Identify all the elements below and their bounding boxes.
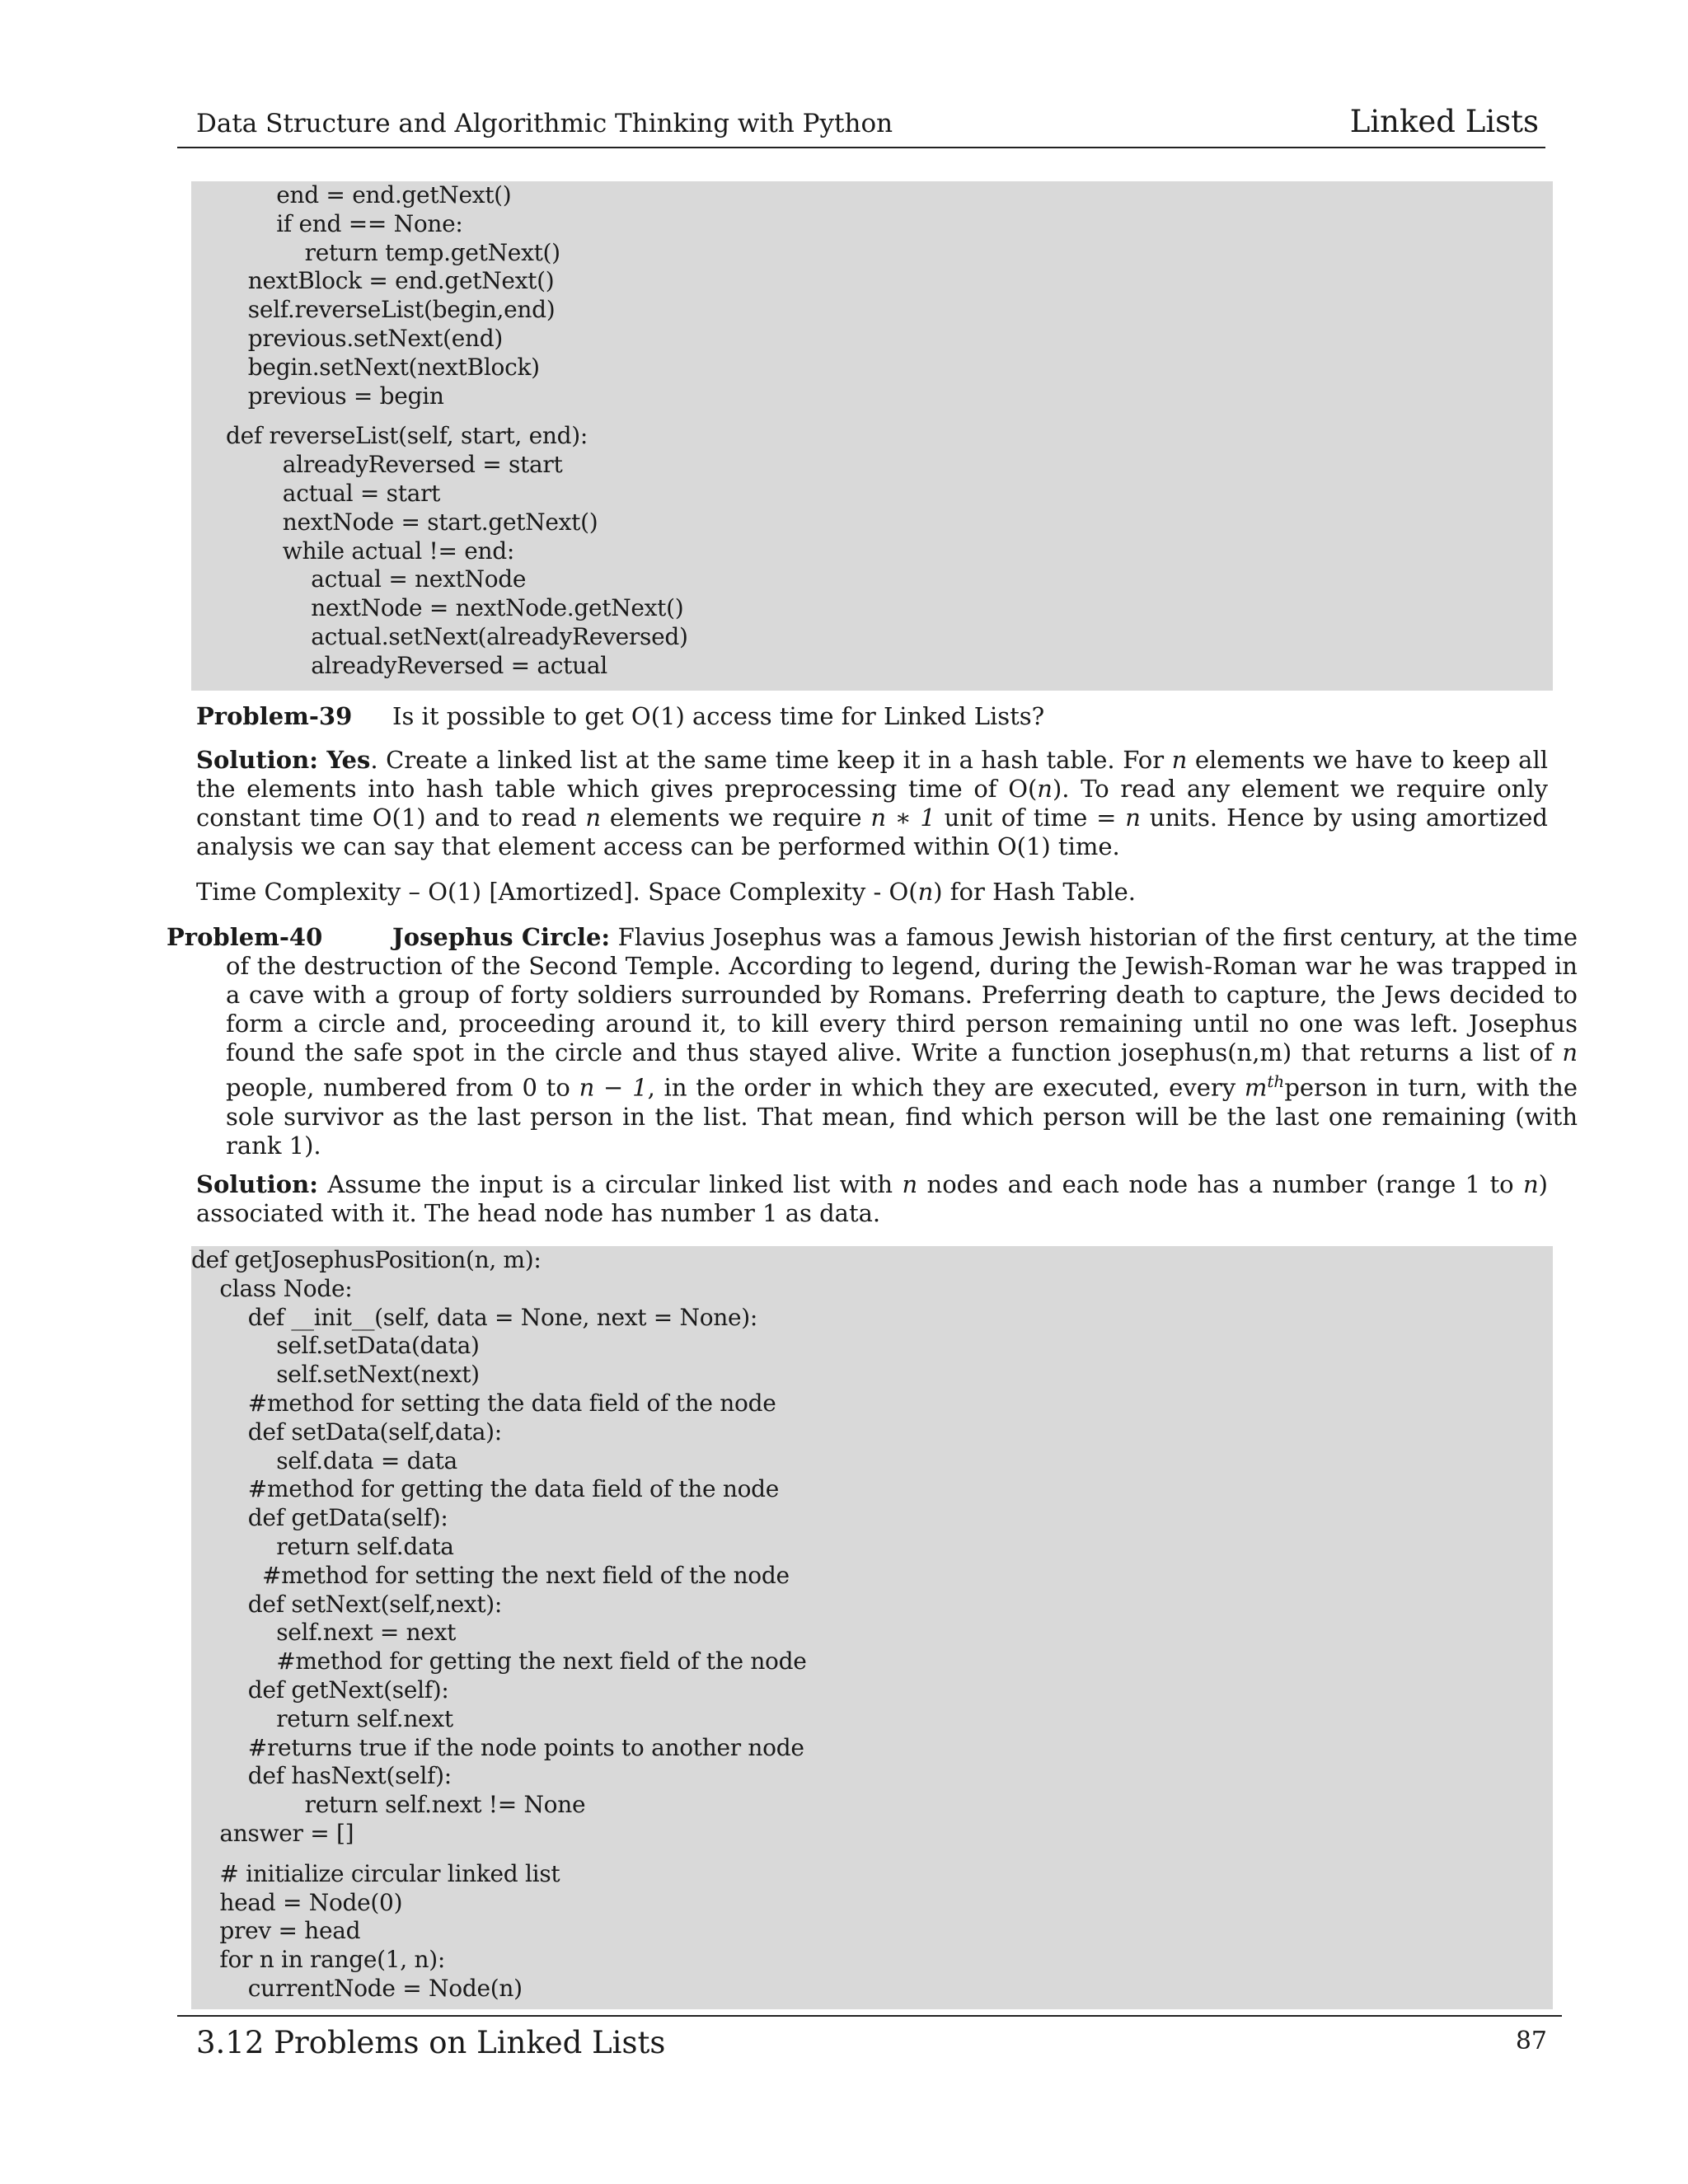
code-block-josephus	[191, 1246, 1553, 2009]
code-line: #returns true if the node points to another node	[191, 1733, 804, 1761]
code-line: head = Node(0)	[191, 1888, 403, 1916]
code-line: self.reverseList(begin,end)	[191, 296, 556, 324]
code-line: if end == None:	[191, 209, 463, 237]
math-n: n	[1171, 746, 1188, 774]
code-line: def hasNext(self):	[191, 1762, 452, 1790]
solution-text: unit of time =	[935, 804, 1126, 832]
code-line: def getData(self):	[191, 1504, 448, 1532]
code-line: self.setData(data)	[191, 1332, 480, 1360]
code-line: begin.setNext(nextBlock)	[191, 353, 540, 381]
problem-text: Flavius Josephus was a famous Jewish historian of the first century, at the time of the destruction of the Second Temple. According to legend, during the Jewish-Roman war he was trapped in a cave with a group of forty soldiers surrounded by Romans. Preferring death to capture, the Jews decided to form a circle and, proceeding around it, to kill every third person remaining until no one was left. Josephus found the safe spot in the circle and thus stayed alive. Write a function josephus(n,m) that returns a list of	[226, 923, 1578, 1066]
code-line: return temp.getNext()	[191, 238, 560, 266]
solution-text: elements we have to keep all the elements into hash table which gives preprocessing time of O(	[196, 746, 1548, 803]
math-n: n	[1522, 1170, 1539, 1198]
code-line: def reverseList(self, start, end):	[226, 422, 588, 450]
math-n: n	[1037, 775, 1053, 803]
code-line: def getNext(self):	[191, 1675, 449, 1704]
code-line: nextNode = start.getNext()	[226, 508, 598, 536]
math-superscript: th	[1267, 1071, 1285, 1091]
code-line: alreadyReversed = start	[226, 451, 563, 479]
math-n: n	[585, 804, 602, 832]
section-title: 3.12 Problems on Linked Lists	[196, 2025, 666, 2060]
code-line: nextNode = nextNode.getNext()	[226, 594, 684, 622]
problem-text: Is it possible to get O(1) access time for Linked Lists?	[392, 702, 1045, 730]
code-line: self.setNext(next)	[191, 1361, 480, 1389]
code-line: nextBlock = end.getNext()	[191, 267, 555, 295]
complexity-text: Time Complexity – O(1) [Amortized]. Space Complexity - O(	[196, 878, 918, 906]
math-n: n	[1125, 804, 1141, 832]
code-line: def getJosephusPosition(n, m):	[191, 1246, 542, 1273]
solution-text: ). To read any element we require only constant time O(1) and to read	[196, 775, 1548, 832]
code-line: answer = []	[191, 1819, 354, 1847]
code-line: self.data = data	[191, 1446, 457, 1474]
solution-text: units. Hence by using amortized analysis we can say that element access can be performed within O(1) time.	[196, 804, 1549, 860]
code-line: def setNext(self,next):	[191, 1590, 503, 1618]
code-line: def setData(self,data):	[191, 1418, 502, 1446]
code-line: def __init__(self, data = None, next = None):	[191, 1303, 758, 1331]
code-line: end = end.getNext()	[191, 181, 512, 209]
solution-text: ) associated with it. The head node has number 1 as data.	[196, 1170, 1548, 1227]
code-line: previous = begin	[191, 382, 444, 410]
page-header	[177, 105, 1545, 148]
solution-text: nodes and each node has a number (range 1 to	[917, 1170, 1523, 1198]
code-line: currentNode = Node(n)	[191, 1974, 523, 2002]
math-expr: n ∗ 1	[870, 804, 935, 832]
problem-label: Problem-40	[166, 923, 323, 951]
math-expr: n − 1	[579, 1073, 648, 1102]
code-block-reverse	[191, 181, 1553, 691]
math-m: m	[1244, 1073, 1268, 1102]
problem-label: Problem-39	[196, 702, 353, 730]
code-line: previous.setNext(end)	[191, 324, 503, 352]
code-line: return self.data	[191, 1532, 454, 1560]
solution-text: . Create a linked list at the same time keep it in a hash table. For	[370, 746, 1172, 774]
code-line: return self.next != None	[191, 1791, 586, 1819]
code-line: actual.setNext(alreadyReversed)	[226, 622, 688, 650]
code-line: return self.next	[191, 1704, 453, 1732]
math-n: n	[917, 878, 934, 906]
code-line: actual = nextNode	[226, 565, 527, 593]
problem-text: , in the order in which they are executed, every	[647, 1073, 1245, 1102]
solution-label: Solution:	[196, 1170, 318, 1198]
code-line: #method for setting the next field of the node	[191, 1561, 790, 1589]
code-line: prev = head	[191, 1917, 361, 1945]
page-footer	[177, 2015, 1562, 2060]
solution-text: Assume the input is a circular linked list with	[317, 1170, 903, 1198]
code-line: actual = start	[226, 479, 441, 507]
problem-40-solution	[196, 1170, 1548, 1228]
code-line: while actual != end:	[226, 537, 514, 565]
math-n: n	[1562, 1038, 1578, 1066]
solution-text: elements we require	[601, 804, 871, 832]
code-line: #method for getting the data field of the node	[191, 1475, 780, 1503]
code-line: #method for getting the next field of the node	[191, 1647, 807, 1675]
code-line: class Node:	[191, 1274, 353, 1302]
problem-39-question	[196, 702, 1548, 731]
solution-label: Solution: Yes	[196, 746, 371, 774]
math-n: n	[902, 1170, 918, 1198]
code-line: #method for setting the data field of the node	[191, 1389, 776, 1417]
complexity-text: ) for Hash Table.	[933, 878, 1137, 906]
code-line: for n in range(1, n):	[191, 1946, 445, 1974]
problem-40-question	[166, 923, 1578, 1160]
problem-text: people, numbered from 0 to	[226, 1073, 579, 1102]
book-title: Data Structure and Algorithmic Thinking with Python	[196, 109, 893, 138]
page-number: 87	[1515, 2027, 1547, 2055]
problem-39-complexity	[196, 878, 1548, 907]
problem-39-solution	[196, 746, 1548, 861]
problem-title: Josephus Circle:	[392, 923, 611, 951]
code-line: self.next = next	[191, 1619, 457, 1647]
chapter-title: Linked Lists	[1349, 104, 1539, 139]
code-line: alreadyReversed = actual	[226, 651, 607, 679]
problem-text: person in turn, with the sole survivor as the last person in the list. That mean, find which person will be the last one remaining (with rank 1).	[226, 1073, 1578, 1160]
code-line: # initialize circular linked list	[191, 1859, 560, 1887]
